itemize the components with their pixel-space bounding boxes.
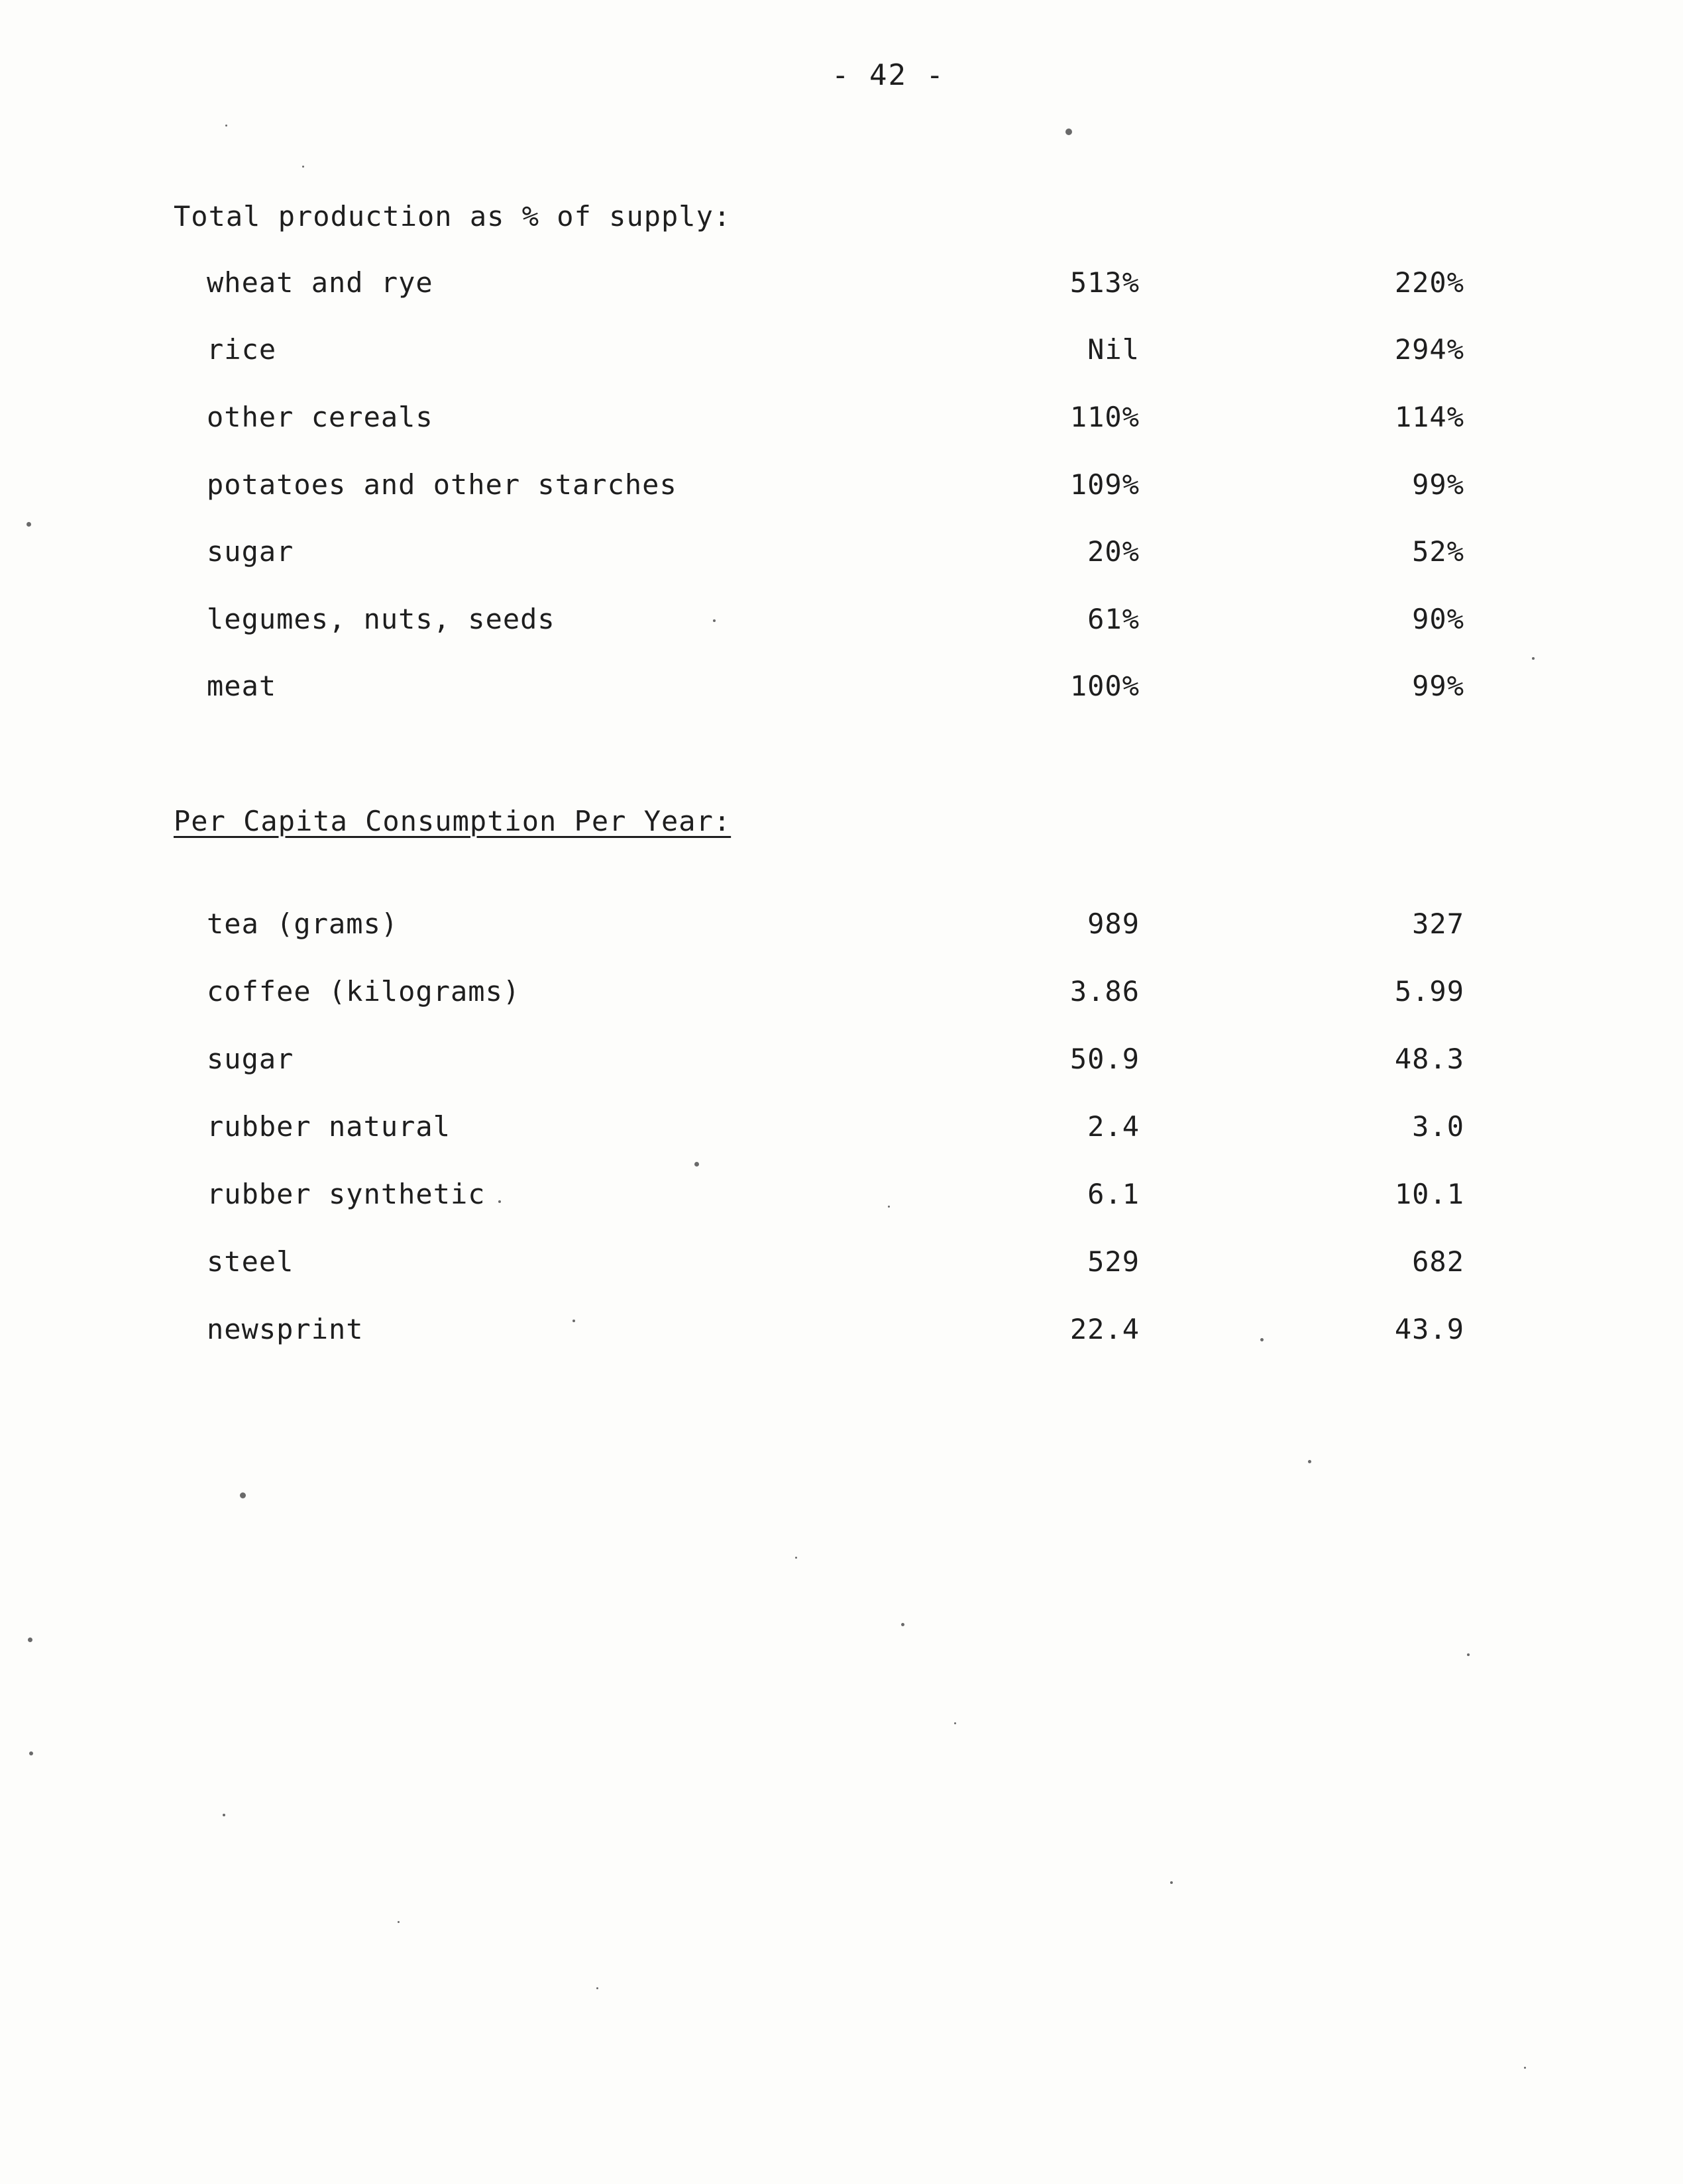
row-value-col1: 22.4: [1069, 1313, 1140, 1345]
table-row: [0, 908, 1683, 947]
scan-speck: [27, 522, 31, 527]
scan-speck: [1524, 2067, 1526, 2069]
row-value-col1: 50.9: [1069, 1043, 1140, 1075]
row-value-col2: 327: [1412, 908, 1464, 940]
row-value-col2: 48.3: [1394, 1043, 1464, 1075]
row-value-col1: 513%: [1069, 266, 1140, 299]
production-heading: Total production as % of supply:: [174, 200, 732, 233]
page-number: - 42 -: [832, 58, 945, 92]
scan-speck: [302, 166, 304, 168]
row-value-col2: 43.9: [1394, 1313, 1464, 1345]
scan-speck: [29, 1751, 33, 1755]
row-label: meat: [207, 670, 277, 702]
row-value-col1: Nil: [1087, 333, 1140, 366]
row-label: legumes, nuts, seeds: [207, 603, 555, 635]
scan-speck: [901, 1623, 904, 1626]
table-row: [0, 468, 1683, 508]
table-row: [0, 401, 1683, 441]
scan-speck: [1260, 1338, 1264, 1341]
table-row: [0, 1313, 1683, 1353]
table-row: [0, 535, 1683, 575]
scan-speck: [1532, 657, 1535, 660]
row-label: other cereals: [207, 401, 433, 433]
scan-speck: [1065, 129, 1072, 135]
scan-speck: [795, 1557, 797, 1559]
row-label: rice: [207, 333, 277, 366]
row-label: wheat and rye: [207, 266, 433, 299]
row-value-col2: 682: [1412, 1245, 1464, 1278]
row-value-col2: 90%: [1412, 603, 1464, 635]
table-row: [0, 975, 1683, 1015]
scan-speck: [572, 1320, 575, 1322]
table-row: [0, 266, 1683, 306]
scan-speck: [28, 1638, 32, 1642]
scan-speck: [596, 1987, 598, 1989]
table-row: [0, 333, 1683, 373]
row-value-col2: 294%: [1394, 333, 1464, 366]
table-row: [0, 1245, 1683, 1285]
row-value-col2: 99%: [1412, 670, 1464, 702]
table-row: [0, 1043, 1683, 1082]
row-value-col1: 989: [1087, 908, 1140, 940]
table-row: [0, 1178, 1683, 1218]
row-label: sugar: [207, 535, 294, 568]
row-value-col1: 2.4: [1087, 1110, 1140, 1143]
consumption-heading: Per Capita Consumption Per Year:: [174, 805, 732, 837]
row-value-col1: 109%: [1069, 468, 1140, 501]
table-row: [0, 1110, 1683, 1150]
row-value-col1: 100%: [1069, 670, 1140, 702]
scan-speck: [1170, 1881, 1173, 1884]
row-value-col2: 114%: [1394, 401, 1464, 433]
row-value-col2: 99%: [1412, 468, 1464, 501]
scan-speck: [498, 1200, 501, 1203]
scan-speck: [225, 125, 227, 127]
scan-speck: [954, 1722, 956, 1724]
row-value-col2: 220%: [1394, 266, 1464, 299]
scan-speck: [1308, 1460, 1311, 1463]
row-label: rubber natural: [207, 1110, 451, 1143]
scan-speck: [223, 1814, 225, 1816]
row-label: newsprint: [207, 1313, 364, 1345]
row-value-col1: 61%: [1087, 603, 1140, 635]
row-value-col1: 6.1: [1087, 1178, 1140, 1210]
row-value-col2: 5.99: [1394, 975, 1464, 1008]
row-label: rubber synthetic: [207, 1178, 486, 1210]
scan-speck: [398, 1921, 400, 1923]
scan-speck: [888, 1206, 890, 1208]
scan-speck: [240, 1492, 246, 1498]
table-row: [0, 670, 1683, 709]
row-label: tea (grams): [207, 908, 399, 940]
row-value-col2: 52%: [1412, 535, 1464, 568]
row-value-col1: 529: [1087, 1245, 1140, 1278]
row-value-col1: 20%: [1087, 535, 1140, 568]
row-value-col2: 3.0: [1412, 1110, 1464, 1143]
scan-speck: [713, 619, 716, 622]
scan-speck: [1467, 1653, 1470, 1656]
row-label: potatoes and other starches: [207, 468, 677, 501]
row-label: steel: [207, 1245, 294, 1278]
row-value-col2: 10.1: [1394, 1178, 1464, 1210]
row-value-col1: 110%: [1069, 401, 1140, 433]
row-label: coffee (kilograms): [207, 975, 521, 1008]
row-label: sugar: [207, 1043, 294, 1075]
row-value-col1: 3.86: [1069, 975, 1140, 1008]
table-row: [0, 603, 1683, 643]
scan-speck: [694, 1162, 699, 1167]
